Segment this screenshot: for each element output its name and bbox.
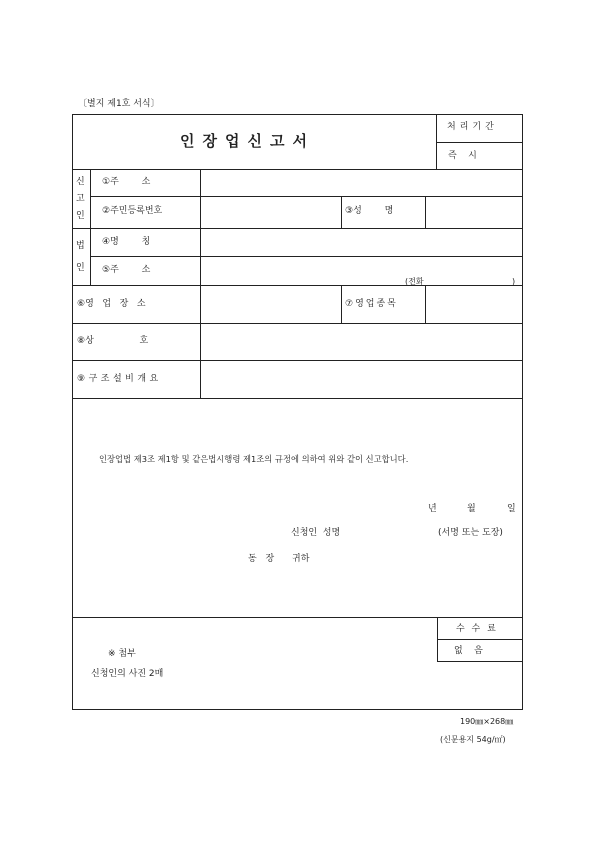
- attachment-item: 신청인의 사진 2매: [91, 669, 164, 679]
- addressee-suffix: 귀하: [292, 554, 310, 564]
- business-type-field[interactable]: [427, 287, 521, 322]
- facility-overview-field[interactable]: [202, 362, 521, 397]
- facility-overview-label: ⑨구조설비개요: [77, 374, 162, 384]
- applicant-name-label: 신청인 성명: [291, 528, 341, 538]
- date-month-label: 월: [467, 504, 476, 514]
- declarant-id-field[interactable]: [202, 198, 340, 227]
- corporation-address-field[interactable]: [202, 258, 521, 284]
- date-day-label: 일: [507, 504, 516, 514]
- business-place-field[interactable]: [202, 287, 340, 322]
- form-reference: 〔별지 제1호 서식〕: [78, 99, 160, 109]
- processing-period-label: 처리기간: [447, 122, 498, 132]
- paper-size: 190㎜×268㎜: [460, 717, 514, 726]
- date-year-label: 년: [428, 504, 437, 514]
- declarant-name-field[interactable]: [427, 198, 521, 227]
- phone-label: (전화: [405, 277, 424, 286]
- trade-name-label: ⑧상 호: [77, 336, 149, 346]
- declarant-id-label: ②주민등록번호: [102, 206, 163, 216]
- business-place-label: ⑥영 업 장 소: [77, 299, 146, 309]
- paper-spec: (신문용지 54g/㎡): [440, 735, 506, 744]
- corporation-name-field[interactable]: [202, 230, 521, 255]
- attachment-heading: ※ 첨부: [108, 649, 136, 659]
- processing-period-value: 즉 시: [448, 151, 477, 161]
- sign-or-seal-label: (서명 또는 도장): [438, 528, 503, 538]
- fee-value: 없 음: [454, 646, 483, 656]
- corporation-address-label: ⑤주 소: [102, 265, 151, 275]
- declarant-address-label: ①주 소: [102, 177, 151, 187]
- addressee: 동 장: [248, 554, 278, 564]
- declarant-address-field[interactable]: [202, 171, 521, 195]
- corporation-name-label: ④명 칭: [102, 237, 151, 247]
- applicant-name-field[interactable]: [358, 524, 434, 540]
- trade-name-field[interactable]: [202, 325, 521, 359]
- fee-label: 수 수 료: [456, 624, 498, 634]
- declaration-statement: 인장업법 제3조 제1항 및 같은법시행령 제1조의 규정에 의하여 위와 같이 신고합니다.: [99, 454, 409, 464]
- business-type-label: ⑦영업종목: [345, 299, 398, 309]
- phone-close: ): [512, 277, 516, 286]
- form-title: 인장업신고서: [180, 132, 315, 150]
- declarant-name-label: ③성 명: [345, 206, 394, 216]
